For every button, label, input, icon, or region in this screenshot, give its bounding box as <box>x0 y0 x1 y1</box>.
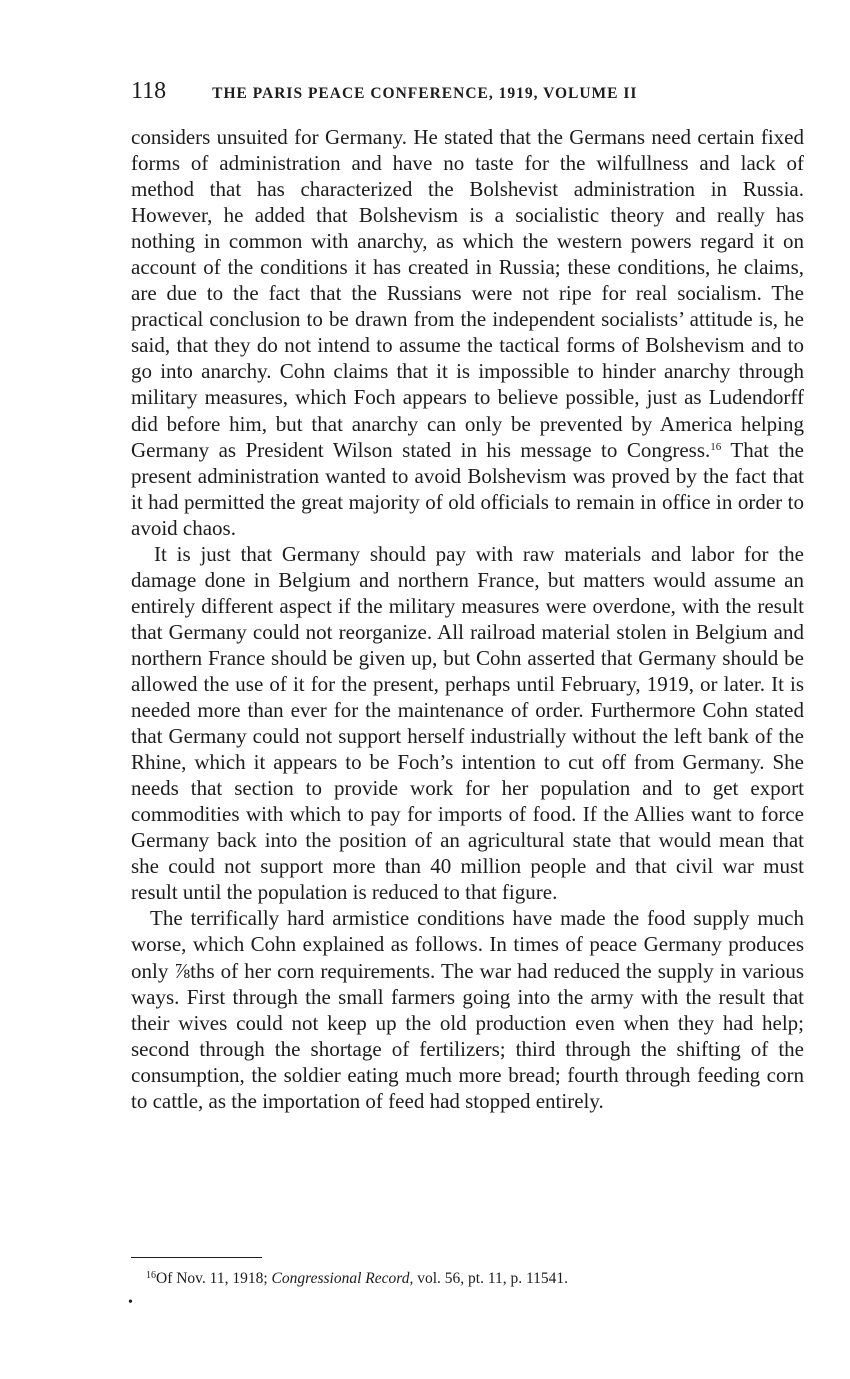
paragraph-1-text: considers unsuited for Germany. He stated that the Germans need certain fixed forms of administration and have no taste for the wilfullness and lack of method that has characterized the Bolshevist administration in Russia. However, he added that Bolshevism is a socialistic theory and really has nothing in common with anarchy, as which the western powers regard it on account of the conditions it has created in Russia; these conditions, he claims, are due to the fact that the Russians were not ripe for real socialism. The practical conclusion to be drawn from the independent socialists’ attitude is, he said, that they do not intend to assume the tactical forms of Bolshevism and to go into anarchy. Cohn claims that it is impossible to hinder anarchy through military measures, which Foch appears to believe possible, just as Ludendorff did before him, but that anarchy can only be prevented by America helping Germany as President Wilson stated in his message to Congress. <box>131 125 804 462</box>
paragraph-3: The terrifically hard armistice conditions have made the food supply much worse, which Cohn explained as follows. In times of peace Germany produces only ⅞ths of her corn requirements. The war had reduced the supply in various ways. First through the small farmers going into the army with the result that their wives could not keep up the old production even when they had help; second through the shortage of fertilizers; third through the shifting of the consumption, the soldier eating much more bread; fourth through feeding corn to cattle, as the importation of feed had stopped entirely. <box>131 906 804 1113</box>
running-head: THE PARIS PEACE CONFERENCE, 1919, VOLUME II <box>212 85 638 102</box>
footnote-citation: vol. 56, pt. 11, p. 11541. <box>413 1270 569 1287</box>
footnote <box>146 1266 806 1289</box>
page-number: 118 <box>131 78 167 104</box>
footnote-mark: 16 <box>146 1270 156 1281</box>
stray-mark: • <box>128 1295 133 1310</box>
paragraph-1-text-cont: That the present administration wanted to avoid Bolshevism was proved by the fact that it had permitted the great majority of old officials to remain in office in order to avoid chaos. <box>131 437 804 540</box>
footnote-divider <box>131 1257 262 1258</box>
paragraph-1 <box>131 124 804 541</box>
page-header <box>131 78 811 114</box>
footnote-text: Of Nov. 11, 1918; <box>156 1270 272 1287</box>
footnote-source: Congressional Record, <box>271 1270 414 1287</box>
footnote-reference: 16 <box>710 440 722 453</box>
body-text <box>131 124 804 1114</box>
paragraph-2: It is just that Germany should pay with raw materials and labor for the damage done in Belgium and northern France, but matters would assume an entirely different aspect if the military measures were overdone, with the result that Germany could not reorganize. All railroad material stolen in Belgium and northern France should be given up, but Cohn asserted that Germany should be allowed the use of it for the present, perhaps until February, 1919, or later. It is needed more than ever for the maintenance of order. Furthermore Cohn stated that Germany could not support herself industrially without the left bank of the Rhine, which it appears to be Foch’s intention to cut off from Germany. She needs that section to provide work for her population and to get export commodities with which to pay for imports of food. If the Allies want to force Germany back into the position of an agricultural state that would mean that she could not support more than 40 million people and that civil war must result until the population is reduced to that figure. <box>131 541 804 905</box>
